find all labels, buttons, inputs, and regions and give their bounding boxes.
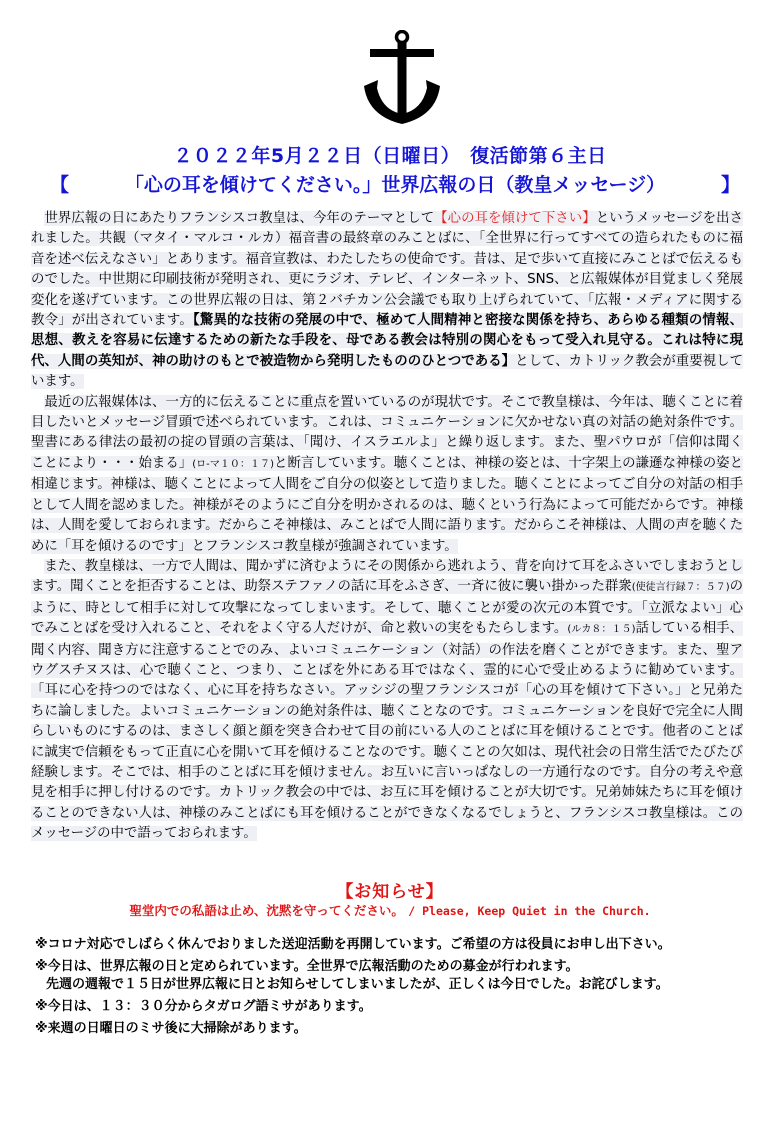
theme-bracket-open: 【: [50, 174, 70, 196]
p2-text-b: と断言しています。聴くことは、神様の姿とは、十字架上の謙遜な神様の姿と相違じます。神様は、聴くことによって人間をご自分の似姿として造りました。聴くことによってご自分の対話の相手として人間を認めました。神様がそのようにご自分を明かされるのは、聴くという行為によって可能だからです。神様は、人間を愛しておられます。だからこそ神様は、みことばで人間に語ります。だからこそ神様は、人間の声を聴くために「耳を傾けるのです」とフランシスコ教皇様が強調されています。: [31, 455, 743, 554]
article-paragraph-3: [31, 557, 743, 845]
p3-text-a: また、教皇様は、一方で人間は、聞かずに済むようにその関係から逃れよう、背を向けて耳をふさいでしまおうとします。聞くことを拒否することは、助祭ステファノの話に耳をふさぎ、一斉に彼に襲い掛かった群衆: [31, 558, 743, 595]
quiet-request-en: / Please, Keep Quiet in the Church.: [408, 904, 651, 918]
theme-title: [50, 170, 740, 197]
p1-text-a: 世界広報の日にあたりフランシスコ教皇は、今年のテーマとして: [44, 211, 435, 226]
notice-item: ※来週の日曜日のミサ後に大掃除があります。: [35, 1021, 307, 1036]
p3-text-c: 話している相手、聞く内容、聞き方に注意することでのみ、よいコミュニケーション（対話）の作法を磨くことができます。また、聖アウグスチヌスは、心で聴くこと、つまり、ことばを外にある耳ではなく、霊的に心で受止めるように勧めています。「耳に心を持つのではなく、心に耳を持ちなさい。アッシジの聖フランシスコが「心の耳を傾けて下さい。」と兄弟たちに論しました。よいコミュニケーションの絶対条件は、聴くことなのです。コミュニケーションを良好で完全に人間らしいものにするのは、まさしく顔と顔を突き合わせて目の前にいる人のことばに耳を傾けることです。他者のことばに誠実で信頼をもって正直に心を開いて耳を傾けることなのです。聴くことの欠如は、現代社会の日常生活でたびたび経験します。そこでは、相手のことばに耳を傾けません。お互いに言いっぱなしの一方通行なのです。自分の考えや意見を相手に押し付けるのです。カトリック教会の中では、お互に耳を傾けることが大切です。兄弟姉妹たちに耳を傾けることのできない人は、神様のみことばにも耳を傾けることができなくなるでしょうと、フランシスコ教皇様は。このメッセージの中で語っておられます。: [31, 621, 743, 842]
p1-quote-bold: 【驚異的な技術の発展の中で、極めて人間精神と密接な関係を持ち、あらゆる種類の情報、思想、教えを容易に伝達するための新たな手段を、母である教会は特別の関心をもって受入れ見守る。これは特に現代、人間の英知が、神の助けのもとで被造物から発明したもののひとつである】: [31, 313, 743, 369]
notice-item: ※今日は、世界広報の日と定められています。全世界で広報活動のための募金が行われます。: [35, 959, 579, 974]
notice-item: 先週の週報で１５日が世界広報に日とお知らせしてしまいましたが、正しくは今日でした。お詫びします。: [46, 977, 669, 992]
p1-text-b: というメッセージを出されました。共観（マタイ・マルコ・ルカ）福音書の最終章のみことばに、「全世界に行ってすべての造られたものに福音を述べ伝えなさい」とあります。福音宣教は、わたしたちの使命です。昔は、足で歩いて直接にみことばで伝えるものでした。中世期に印刷技術が発明され、更にラジオ、テレビ、インターネット、SNS、と広報媒体が目覚ましく発展変化を遂げています。この世界広報の日は、第２バチカン公会議でも取り上げられていて、「広報・メディアに関する教令」が出されています。: [31, 211, 743, 329]
p1-theme-highlight: 【心の耳を傾けて下さい】: [434, 211, 596, 226]
quiet-request-ja: 聖堂内での私語は止め、沈黙を守ってください。: [129, 903, 404, 918]
p1-text-c: として、カトリック教会が重要視しています。: [31, 353, 743, 390]
notice-title: 【お知らせ】: [336, 882, 444, 902]
theme-bracket-close: 】: [720, 174, 740, 196]
theme-text: 「心の耳を傾けてください。」世界広報の日（教皇メッセージ）: [124, 174, 666, 196]
p2-text-a: 最近の広報媒体は、一方的に伝えることに重点を置いているのが現状です。そこで教皇様は、今年は、聴くことに着目したいとメッセージ冒頭で述べられています。これは、コミュニケーションに欠かせない真の対話の絶対条件です。聖書にある律法の最初の掟の冒頭の言葉は、「聞け、イスラエルよ」と繰り返します。また、聖パウロが「信仰は聞くことにより・・・始まる」: [31, 394, 743, 471]
article-paragraph-1: [31, 209, 743, 393]
notice-subtitle: [0, 901, 780, 919]
notice-item: ※コロナ対応でしばらく休んでおりました送迎活動を再開しています。ご希望の方は役員にお申し出下さい。: [35, 937, 671, 952]
p2-scripture-ref: (ロ-マ１０：１７): [192, 458, 274, 470]
article-body: [31, 209, 743, 845]
p3-scripture-ref-1: (使徒言行録７：５７): [631, 582, 730, 594]
notice-item: ※今日は、１３：３０分からタガログ語ミサがあります。: [35, 999, 372, 1014]
p3-text-b: のように、時として相手に対して攻撃になってしまいます。そして、聴くことが愛の次元の本質です。「立派なよい」心でみことばを受け入れること、それをよく守る人だけが、命と救いの実をもたらします。: [31, 579, 744, 637]
date-line: ２０２２年5月２２日（日曜日） 復活節第６主日: [173, 145, 607, 167]
article-paragraph-2: [31, 393, 743, 557]
anchor-icon: [362, 30, 442, 126]
notice-list: [35, 936, 747, 1042]
p3-scripture-ref-2: (ルカ８：１５): [567, 624, 636, 636]
